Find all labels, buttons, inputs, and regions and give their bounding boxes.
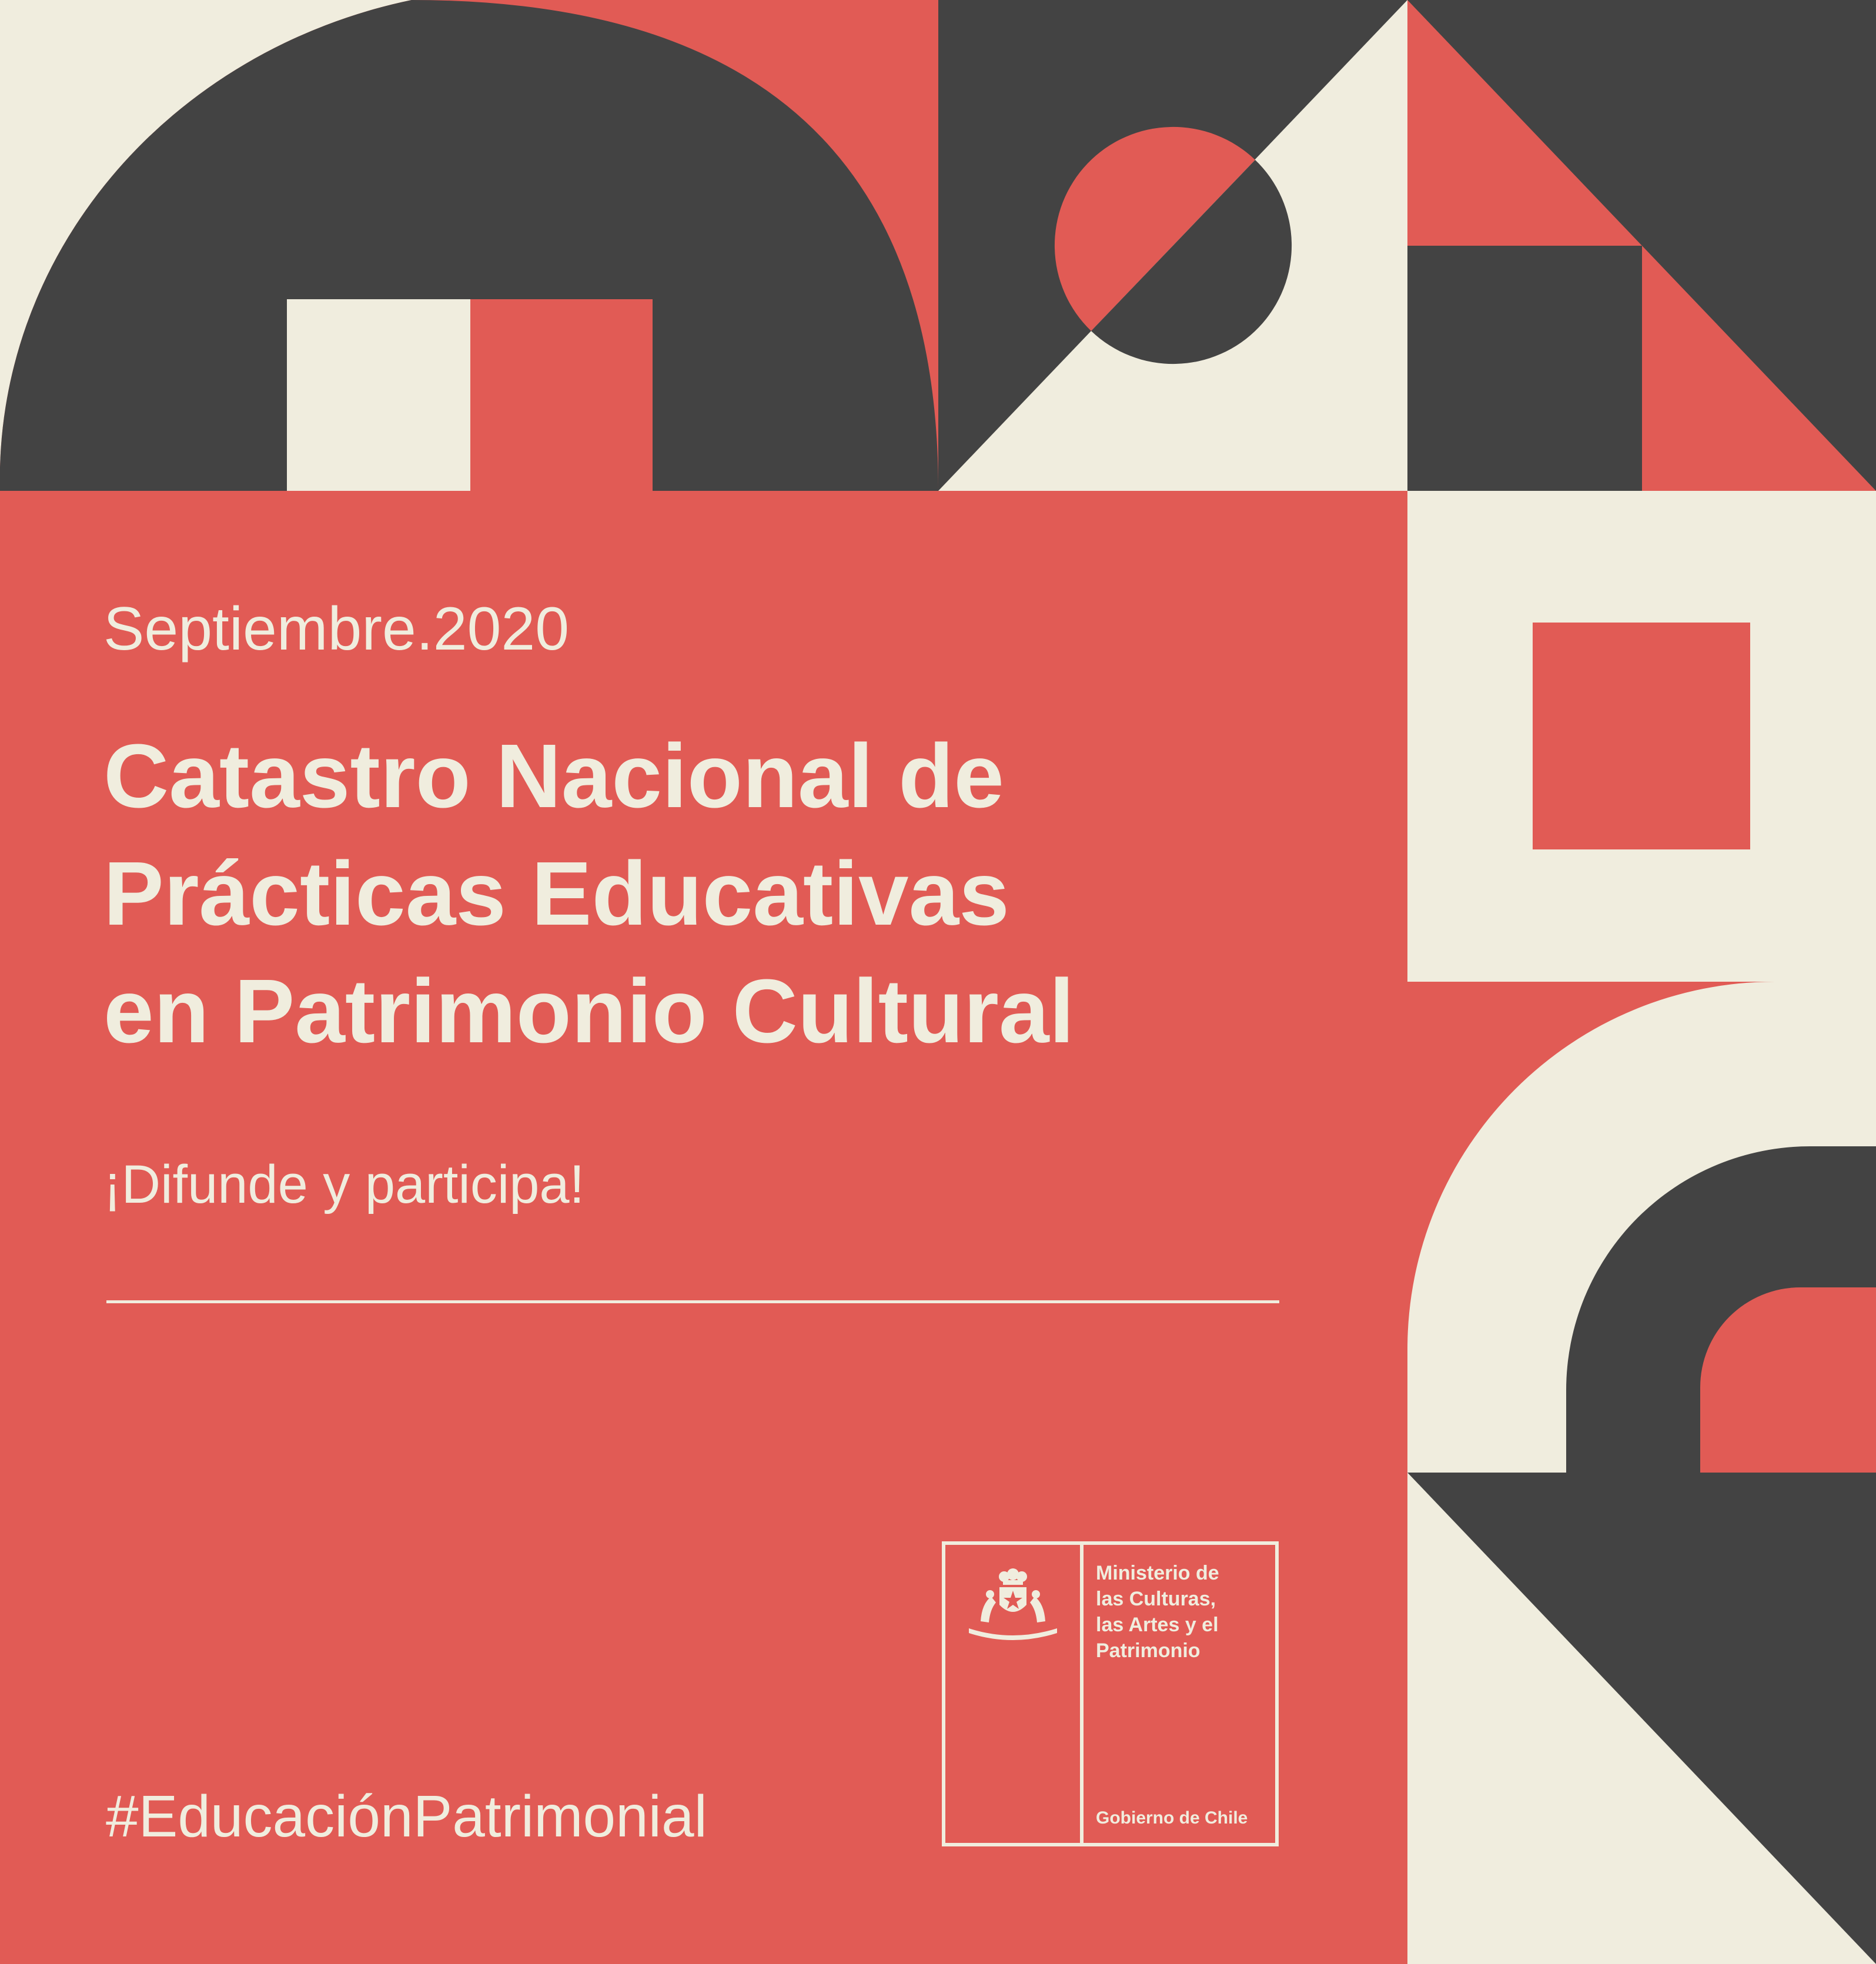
ministry-line-1: Ministerio de [1096, 1562, 1219, 1584]
call-to-action: ¡Difunde y participa! [103, 1155, 585, 1214]
hashtag: #EducaciónPatrimonial [106, 1784, 707, 1849]
page-title [103, 717, 1279, 1070]
title-line-1: Catastro Nacional de [103, 725, 1004, 827]
logo-separator [1080, 1545, 1084, 1843]
ministry-logo [942, 1541, 1279, 1846]
ministry-line-3: las Artes y el [1096, 1614, 1219, 1636]
title-line-2: Prácticas Educativas [103, 843, 1009, 944]
bg-right-red-square [1533, 623, 1750, 849]
government-label: Gobierno de Chile [1096, 1808, 1248, 1828]
title-line-3: en Patrimonio Cultural [103, 961, 1075, 1062]
ministry-line-2: las Culturas, [1096, 1588, 1216, 1610]
divider [106, 1300, 1279, 1303]
bg-cream-square [287, 299, 470, 491]
ministry-name [1096, 1560, 1272, 1664]
date-label: Septiembre.2020 [103, 595, 570, 663]
ministry-line-4: Patrimonio [1096, 1640, 1200, 1662]
bg-red-square [470, 299, 653, 491]
coat-of-arms-icon [963, 1568, 1063, 1645]
